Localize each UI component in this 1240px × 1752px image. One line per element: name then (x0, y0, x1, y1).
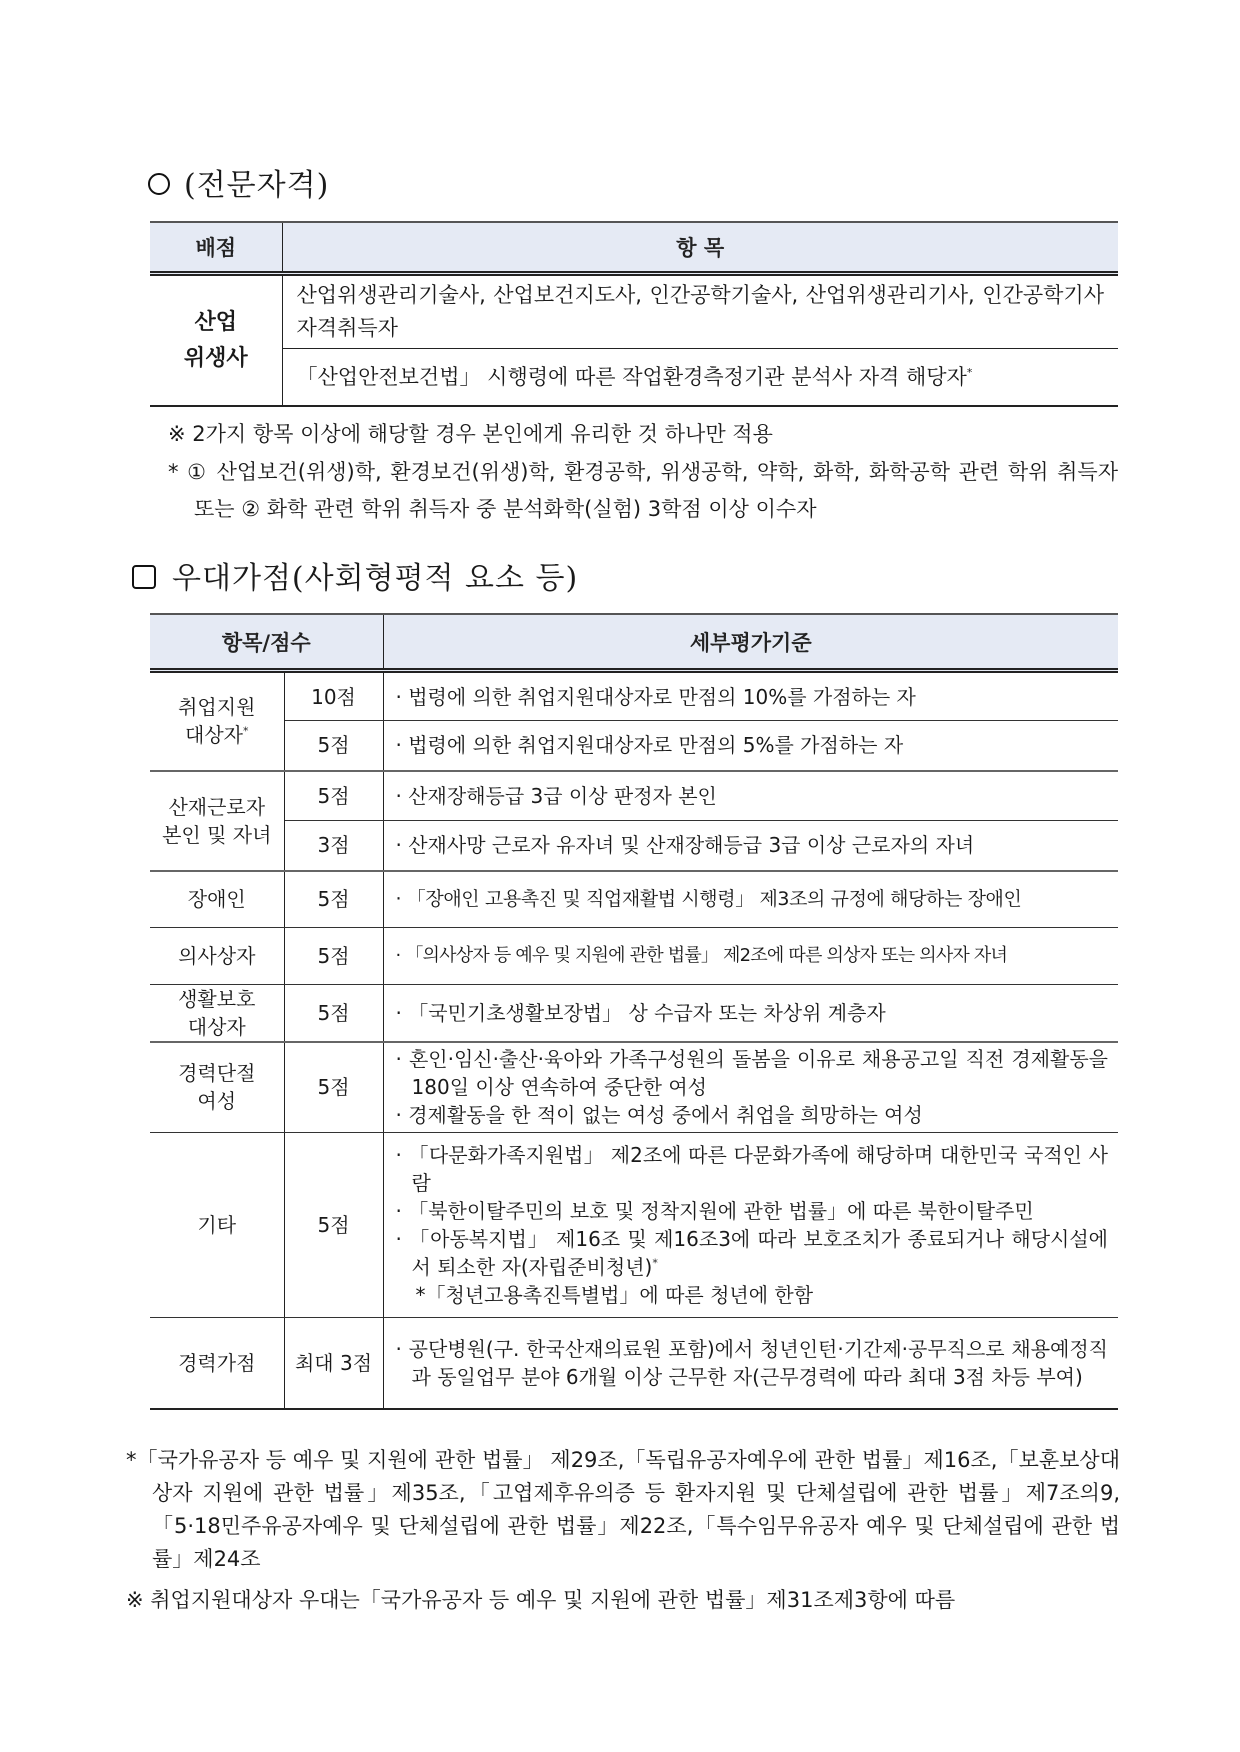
criteria-cell (383, 671, 1118, 721)
section-heading-professional-qualification (148, 160, 329, 204)
table-header-row (150, 614, 1118, 671)
table-row (150, 671, 1118, 721)
square-bullet-icon (132, 565, 156, 589)
points-cell: 5점 (284, 985, 383, 1043)
table-row (150, 274, 1118, 349)
preferential-points-table (150, 613, 1118, 1410)
criteria-item: · 산재장해등급 3급 이상 판정자 본인 (395, 783, 717, 808)
criteria-cell (383, 985, 1118, 1043)
criteria-cell (383, 721, 1118, 771)
criteria-item (396, 1225, 1108, 1281)
category-line: 취업지원 (178, 695, 256, 720)
category-line: 산업 (194, 309, 237, 335)
points-cell: 최대 3점 (284, 1317, 383, 1409)
item-cell (282, 349, 1118, 407)
footnote-mark: * (242, 724, 249, 738)
category-line: 경력단절 (178, 1061, 256, 1086)
header-detail-criteria: 세부평가기준 (383, 614, 1118, 671)
points-cell: 5점 (284, 1042, 383, 1132)
category-cell (150, 274, 282, 407)
criteria-item: · 경제활동을 한 적이 없는 여성 중에서 취업을 희망하는 여성 (395, 1103, 923, 1128)
category-cell: 경력가점 (150, 1317, 284, 1409)
qualification-table (150, 221, 1118, 407)
footnote-mark: * (652, 1255, 658, 1269)
category-line: 위생사 (183, 345, 248, 371)
header-item-score: 항목/점수 (150, 614, 383, 671)
points-cell: 3점 (284, 821, 383, 871)
points-cell: 5점 (284, 1132, 383, 1317)
table-row (150, 349, 1118, 407)
points-cell: 5점 (284, 928, 383, 985)
category-line: 산재근로자 (168, 794, 266, 819)
item-text: 「산업안전보건법」 시행령에 따른 작업환경측정기관 분석사 자격 해당자 (296, 364, 967, 389)
category-cell: 장애인 (150, 871, 284, 928)
header-item: 항 목 (282, 222, 1118, 274)
footnote-mark: * (966, 365, 973, 379)
section-heading-preferential-points (132, 553, 578, 597)
criteria-cell (383, 1132, 1118, 1317)
criteria-item: · 산재사망 근로자 유자녀 및 산재장해등급 3급 이상 근로자의 자녀 (395, 833, 975, 858)
item-cell: 산업위생관리기술사, 산업보건지도사, 인간공학기술사, 산업위생관리기사, 인간공학기사 자격취득자 (282, 274, 1118, 349)
footnote-employment-support-laws: *「국가유공자 등 예우 및 지원에 관한 법률」 제29조,「독립유공자예우에 관한 법률」제16조,「보훈보상대상자 지원에 관한 법률」제35조,「고엽제후유의증 등 환자지원 및 단체설립에 관한 법률」제7조의9,「5·18민주유공자예우 및 단체설립에 관한 법률」제22조,「특수임무유공자 예우 및 단체설립에 관한 법률」제24조 (126, 1448, 1120, 1571)
table-row (150, 1317, 1118, 1409)
note-degree-requirement: * ① 산업보건(위생)학, 환경보건(위생)학, 환경공학, 위생공학, 약학, 화학, 화학공학 관련 학위 취득자 또는 ② 화학 관련 학위 취득자 중 분석화학(실험) 3학점 이상 이수자 (168, 460, 1118, 521)
category-cell (150, 671, 284, 771)
criteria-item: · 「의사상자 등 예우 및 지원에 관한 법률」 제2조에 따른 의상자 또는 의사자 자녀 (395, 945, 1008, 966)
points-cell: 5점 (284, 771, 383, 821)
category-cell (150, 771, 284, 871)
section-heading-text: (전문자격) (184, 168, 330, 203)
criteria-cell (383, 1042, 1118, 1132)
criteria-item: · 「국민기초생활보장법」 상 수급자 또는 차상위 계층자 (395, 1001, 886, 1025)
table-header-row (150, 222, 1118, 274)
category-line: 대상자 (187, 1015, 246, 1039)
criteria-cell (383, 821, 1118, 871)
criteria-item-text: · 「아동복지법」 제16조 및 제16조3에 따라 보호조치가 종료되거나 해당시설에서 퇴소한 자(자립준비청년) (395, 1226, 1108, 1279)
header-score: 배점 (150, 222, 282, 274)
table-row (150, 871, 1118, 928)
points-cell: 5점 (284, 721, 383, 771)
category-line: 본인 및 자녀 (162, 822, 272, 847)
category-cell (150, 985, 284, 1043)
criteria-item: · 법령에 의한 취업지원대상자로 만점의 5%를 가점하는 자 (395, 733, 904, 758)
category-line: 생활보호 (178, 987, 256, 1011)
points-cell: 10점 (284, 671, 383, 721)
criteria-item: · 「다문화가족지원법」 제2조에 따른 다문화가족에 해당하며 대한민국 국적인 사람 (395, 1142, 1108, 1195)
criteria-item: · 공단병원(구. 한국산재의료원 포함)에서 청년인턴·기간제·공무직으로 채용예정직과 동일업무 분야 6개월 이상 근무한 자(근무경력에 따라 최대 3점 차등 부여) (395, 1336, 1108, 1389)
table-row (150, 985, 1118, 1043)
criteria-cell (383, 928, 1118, 985)
criteria-cell (383, 771, 1118, 821)
points-cell: 5점 (284, 871, 383, 928)
category-cell (150, 1042, 284, 1132)
criteria-cell (383, 1317, 1118, 1409)
table-row (150, 1042, 1118, 1132)
table-row (150, 928, 1118, 985)
criteria-subnote: *「청년고용촉진특별법」에 따른 청년에 한함 (415, 1282, 814, 1307)
table-row (150, 1132, 1118, 1317)
table-row (150, 771, 1118, 821)
category-line: 여성 (197, 1089, 237, 1114)
section-heading-text: 우대가점(사회형평적 요소 등) (172, 561, 579, 596)
category-cell: 기타 (150, 1132, 284, 1317)
note-one-item-only: ※ 2가지 항목 이상에 해당할 경우 본인에게 유리한 것 하나만 적용 (168, 422, 773, 446)
category-line: 대상자 (185, 723, 243, 748)
table-row (150, 721, 1118, 771)
category-cell: 의사상자 (150, 928, 284, 985)
criteria-item: · 「장애인 고용촉진 및 직업재활법 시행령」 제3조의 규정에 해당하는 장애인 (395, 888, 1022, 911)
criteria-item: · 법령에 의한 취업지원대상자로 만점의 10%를 가점하는 자 (395, 684, 916, 709)
criteria-item: · 「북한이탈주민의 보호 및 정착지원에 관한 법률」에 따른 북한이탈주민 (395, 1198, 1034, 1223)
table-row (150, 821, 1118, 871)
criteria-item: · 혼인·임신·출산·육아와 가족구성원의 돌봄을 이유로 채용공고일 직전 경제활동을 180일 이상 연속하여 중단한 여성 (395, 1047, 1108, 1100)
circle-bullet-icon (148, 173, 170, 195)
footnote-employment-support-basis: ※ 취업지원대상자 우대는「국가유공자 등 예우 및 지원에 관한 법률」제31조제3항에 따름 (126, 1588, 956, 1612)
criteria-cell (383, 871, 1118, 928)
